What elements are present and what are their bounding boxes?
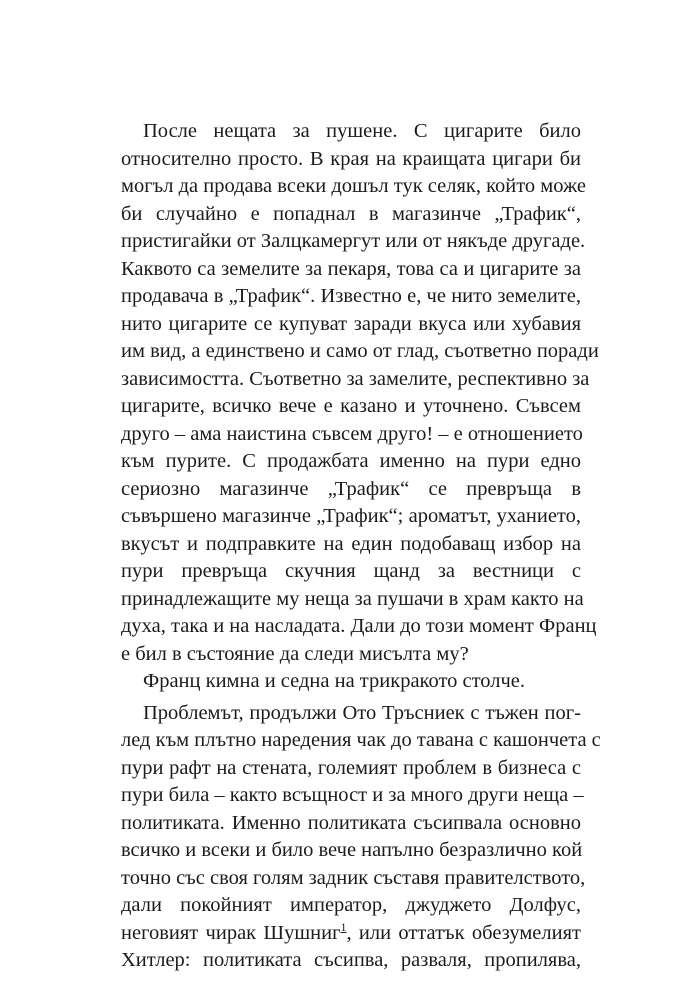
text-line: им вид, а единствено и само от глад, съответно поради: [121, 340, 599, 362]
text-segment: неговият чирак Шушниг: [121, 921, 341, 944]
text-line: дали покойният император, джуджето Долфус,: [121, 894, 581, 916]
text-line: лед към плътно наредения чак до тавана с кашончета с: [121, 729, 601, 751]
text-line: пури била – както всъщност и за много други неща –: [121, 784, 584, 806]
text-line: Проблемът, продължи Ото Тръсниек с тъжен пог-: [143, 701, 581, 724]
text-line: пристигайки от Залцкамергут или от някъде другаде.: [121, 230, 586, 252]
text-line: Каквото са земелите за пекаря, това са и цигарите за: [121, 257, 581, 280]
text-line: точно със своя голям задник съставя правителството,: [121, 866, 586, 889]
text-line: Франц кимна и седна на трикракото столче.: [143, 670, 526, 692]
text-line: относително просто. В края на краищата цигари би: [121, 147, 581, 170]
text-line: могъл да продава всеки дошъл тук селяк, който може: [121, 175, 587, 197]
body-text: [121, 118, 601, 975]
text-line: пури рафт на стената, големият проблем в бизнеса с: [121, 756, 581, 779]
text-line: сериозно магазинче „Трафик“ се превръща в: [121, 477, 581, 500]
text-line: зависимостта. Съответно за замелите, респективно за: [121, 367, 590, 390]
footnote-marker[interactable]: 1: [340, 919, 347, 934]
text-line: Хитлер: политиката съсипва, разваля, пропилява,: [121, 949, 581, 971]
text-line: политиката. Именно политиката съсипвала основно: [121, 811, 581, 834]
text-line: съвършено магазинче „Трафик“; ароматът, уханието,: [121, 505, 581, 527]
text-line: нито цигарите се купуват заради вкуса или хубавия: [121, 312, 581, 335]
text-line: цигарите, всичко вече е казано и уточнено. Съвсем: [121, 395, 581, 417]
text-line: друго – ама наистина съвсем друго! – е отношението: [121, 422, 583, 445]
text-segment: , или оттатък обезумелият: [346, 921, 581, 944]
text-line: пури превръща скучния щанд за вестници с: [121, 560, 581, 582]
text-line: духа, така и на насладата. Дали до този момент Франц: [121, 615, 597, 637]
text-line: продавача в „Трафик“. Известно е, че нито земелите,: [121, 285, 581, 307]
text-line: всичко и всеки и било вече напълно безразлично кой: [121, 839, 583, 861]
text-line: После нещата за пушене. С цигарите било: [143, 120, 581, 142]
text-line-with-footnote: [121, 920, 581, 948]
text-line: е бил в състояние да следи мисълта му?: [121, 642, 469, 665]
text-line: принадлежащите му неща за пушачи в храм както на: [121, 587, 584, 610]
text-line: би случайно е попаднал в магазинче „Трафик“,: [121, 202, 581, 225]
text-line: вкусът и подправките на един подобаващ избор на: [121, 532, 581, 555]
text-line: към пурите. С продажбата именно на пури едно: [121, 450, 581, 472]
